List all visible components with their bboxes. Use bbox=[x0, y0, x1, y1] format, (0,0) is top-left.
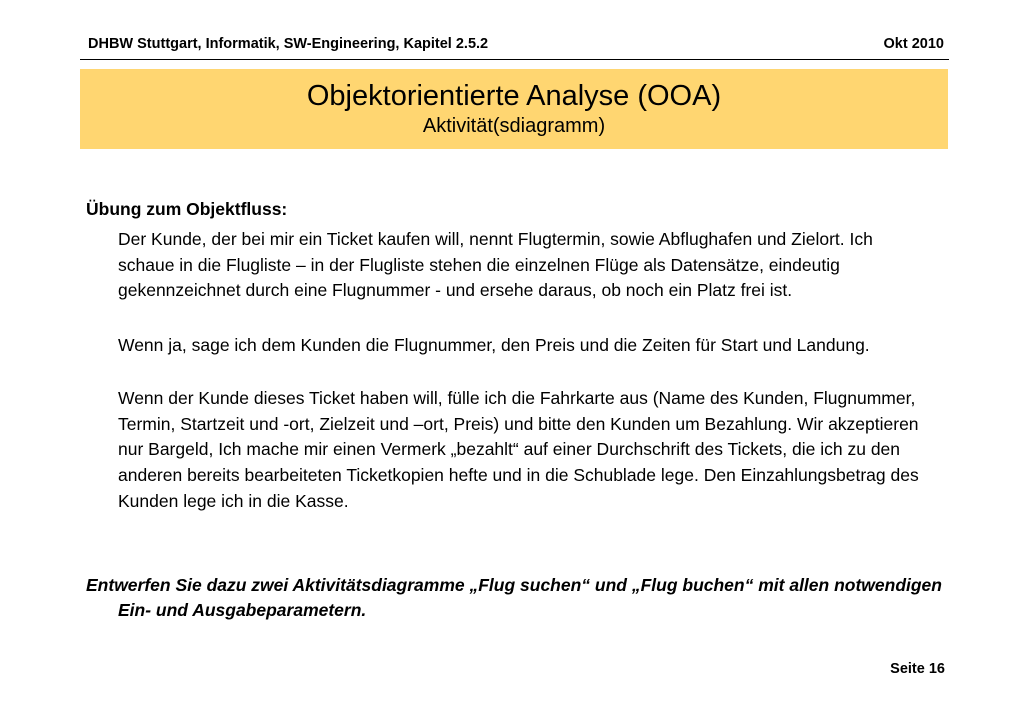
paragraph-booking-process: Wenn der Kunde dieses Ticket haben will, fülle ich die Fahrkarte aus (Name des Kunden, Flugnummer, Termin, Startzeit und -ort, Zielzeit und –ort, Preis) und bitte den Kunden um Bezahlung. Wir akzeptieren nur Bargeld, Ich mache mir einen Vermerk „bezahlt“ auf einer Durchschrift des Tickets, die ich zu den anderen bereits bearbeiteten Ticketkopien hefte und in die Schublade lege. Den Einzahlungsbetrag des Kunden lege ich in die Kasse. bbox=[118, 388, 919, 511]
slide-header bbox=[80, 34, 946, 56]
title-banner bbox=[80, 69, 948, 149]
paragraph-ticket-request: Der Kunde, der bei mir ein Ticket kaufen will, nennt Flugtermin, sowie Abflughafen und Zielort. Ich schaue in die Flugliste – in der Flugliste stehen die einzelnen Flüge als Datensätze, eindeutig gekennzeichnet durch eine Flugnummer - und ersehe daraus, ob noch ein Platz frei ist. bbox=[118, 229, 873, 301]
slide-title: Objektorientierte Analyse (OOA) bbox=[306, 80, 722, 112]
paragraph-flight-info: Wenn ja, sage ich dem Kunden die Flugnummer, den Preis und die Zeiten für Start und Landung. bbox=[118, 335, 870, 355]
task-instruction: Entwerfen Sie dazu zwei Aktivitätsdiagramme „Flug suchen“ und „Flug buchen“ mit allen notwendigen Ein- und Ausgabeparametern. bbox=[86, 575, 942, 620]
header-divider bbox=[80, 59, 949, 60]
page-number: Seite 16 bbox=[890, 661, 945, 677]
exercise-heading: Übung zum Objektfluss: bbox=[86, 199, 288, 219]
header-date: Okt 2010 bbox=[883, 36, 944, 52]
header-course-info: DHBW Stuttgart, Informatik, SW-Engineering, Kapitel 2.5.2 bbox=[88, 36, 489, 52]
slide-subtitle: Aktivität(sdiagramm) bbox=[422, 115, 606, 137]
